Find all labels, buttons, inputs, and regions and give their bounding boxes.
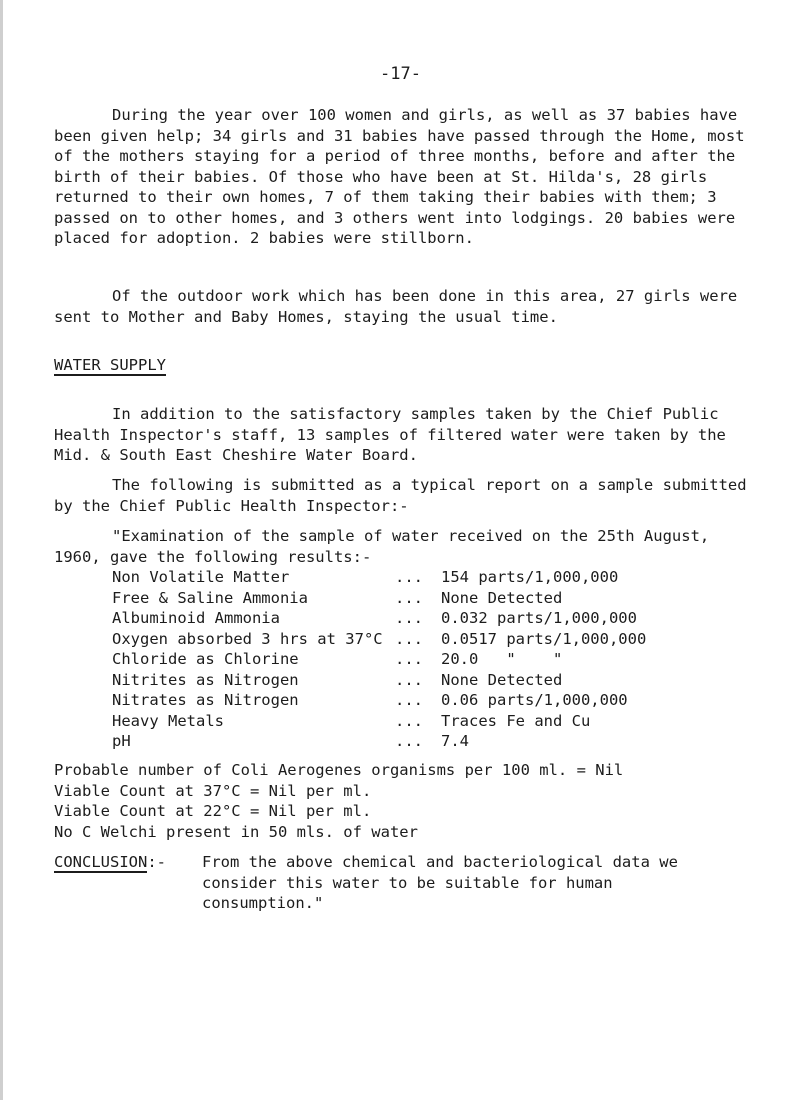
result-row — [112, 567, 752, 588]
section-heading-water-supply: WATER SUPPLY — [54, 356, 166, 374]
result-leader-dots: ... — [395, 568, 423, 586]
result-label: pH — [112, 732, 131, 750]
note-welchi: No C Welchi present in 50 mls. of water — [54, 822, 418, 841]
bacteriological-notes — [54, 760, 774, 842]
result-leader-dots: ... — [395, 650, 423, 668]
result-row — [112, 649, 752, 670]
conclusion-label-suffix: :- — [147, 853, 166, 871]
paragraph-samples: In addition to the satisfactory samples taken by the Chief Public Health Inspector's staff, 13 samples of filtered water were taken by the Mid. & South East Cheshire Water Board. — [54, 405, 726, 464]
result-leader-dots: ... — [395, 629, 423, 648]
result-value: 20.0 " " — [441, 650, 563, 668]
result-value: None Detected — [441, 588, 563, 607]
result-value: 0.06 parts/1,000,000 — [441, 691, 628, 709]
result-row — [112, 670, 752, 691]
result-leader-dots: ... — [395, 732, 423, 750]
paragraph-st-hildas: During the year over 100 women and girls, as well as 37 babies have been given help; 34 girls and 31 babies have passed through the Home, most of the mothers staying for a period of three months, before and after the birth of their babies. Of those who have been at St. Hilda's, 28 girls returned to their own homes, 7 of them taking their babies with them; 3 passed on to other homes, and 3 others went into lodgings. 20 babies were placed for adoption. 2 babies were stillborn. — [54, 106, 745, 247]
result-value: None Detected — [441, 670, 563, 689]
result-row — [112, 608, 752, 629]
result-value: 7.4 — [441, 732, 469, 750]
result-label: Free & Saline Ammonia — [112, 588, 308, 607]
result-value: 154 parts/1,000,000 — [441, 568, 619, 586]
result-value: 0.032 parts/1,000,000 — [441, 609, 637, 627]
page-number: -17- — [380, 64, 421, 84]
paragraph-outdoor-work: Of the outdoor work which has been done in this area, 27 girls were sent to Mother and Baby Homes, staying the usual time. — [54, 287, 738, 326]
result-row — [112, 588, 752, 609]
result-label: Nitrites as Nitrogen — [112, 670, 299, 689]
page-edge-shadow — [0, 0, 3, 1100]
result-label: Heavy Metals — [112, 711, 224, 730]
result-row — [112, 731, 752, 752]
result-leader-dots: ... — [395, 609, 423, 627]
result-leader-dots: ... — [395, 588, 423, 607]
result-leader-dots: ... — [395, 711, 423, 730]
note-coli-aerogenes: Probable number of Coli Aerogenes organisms per 100 ml. = Nil — [54, 761, 624, 779]
result-label: Non Volatile Matter — [112, 568, 290, 586]
conclusion-label-text: CONCLUSION — [54, 853, 148, 871]
note-viable-count-37: Viable Count at 37°C = Nil per ml. — [54, 781, 372, 800]
paragraph-examination: "Examination of the sample of water received on the 25th August, 1960, gave the following results:- — [54, 527, 710, 566]
paragraph-typical-report: The following is submitted as a typical report on a sample submitted by the Chief Public Health Inspector:- — [54, 476, 747, 515]
results-table — [112, 567, 752, 752]
result-label: Nitrates as Nitrogen — [112, 691, 299, 709]
note-viable-count-22: Viable Count at 22°C = Nil per ml. — [54, 802, 372, 820]
result-value: 0.0517 parts/1,000,000 — [441, 629, 647, 648]
result-row — [112, 629, 752, 650]
result-value: Traces Fe and Cu — [441, 711, 591, 730]
result-leader-dots: ... — [395, 691, 423, 709]
result-label: Chloride as Chlorine — [112, 650, 299, 668]
conclusion-block — [54, 852, 774, 914]
result-row — [112, 690, 752, 711]
conclusion-label — [54, 852, 202, 914]
result-leader-dots: ... — [395, 670, 423, 689]
conclusion-text: From the above chemical and bacteriological data we consider this water to be suitable for human consumption." — [202, 853, 678, 912]
result-label: Oxygen absorbed 3 hrs at 37°C — [112, 629, 383, 648]
result-row — [112, 711, 752, 732]
result-label: Albuminoid Ammonia — [112, 609, 280, 627]
